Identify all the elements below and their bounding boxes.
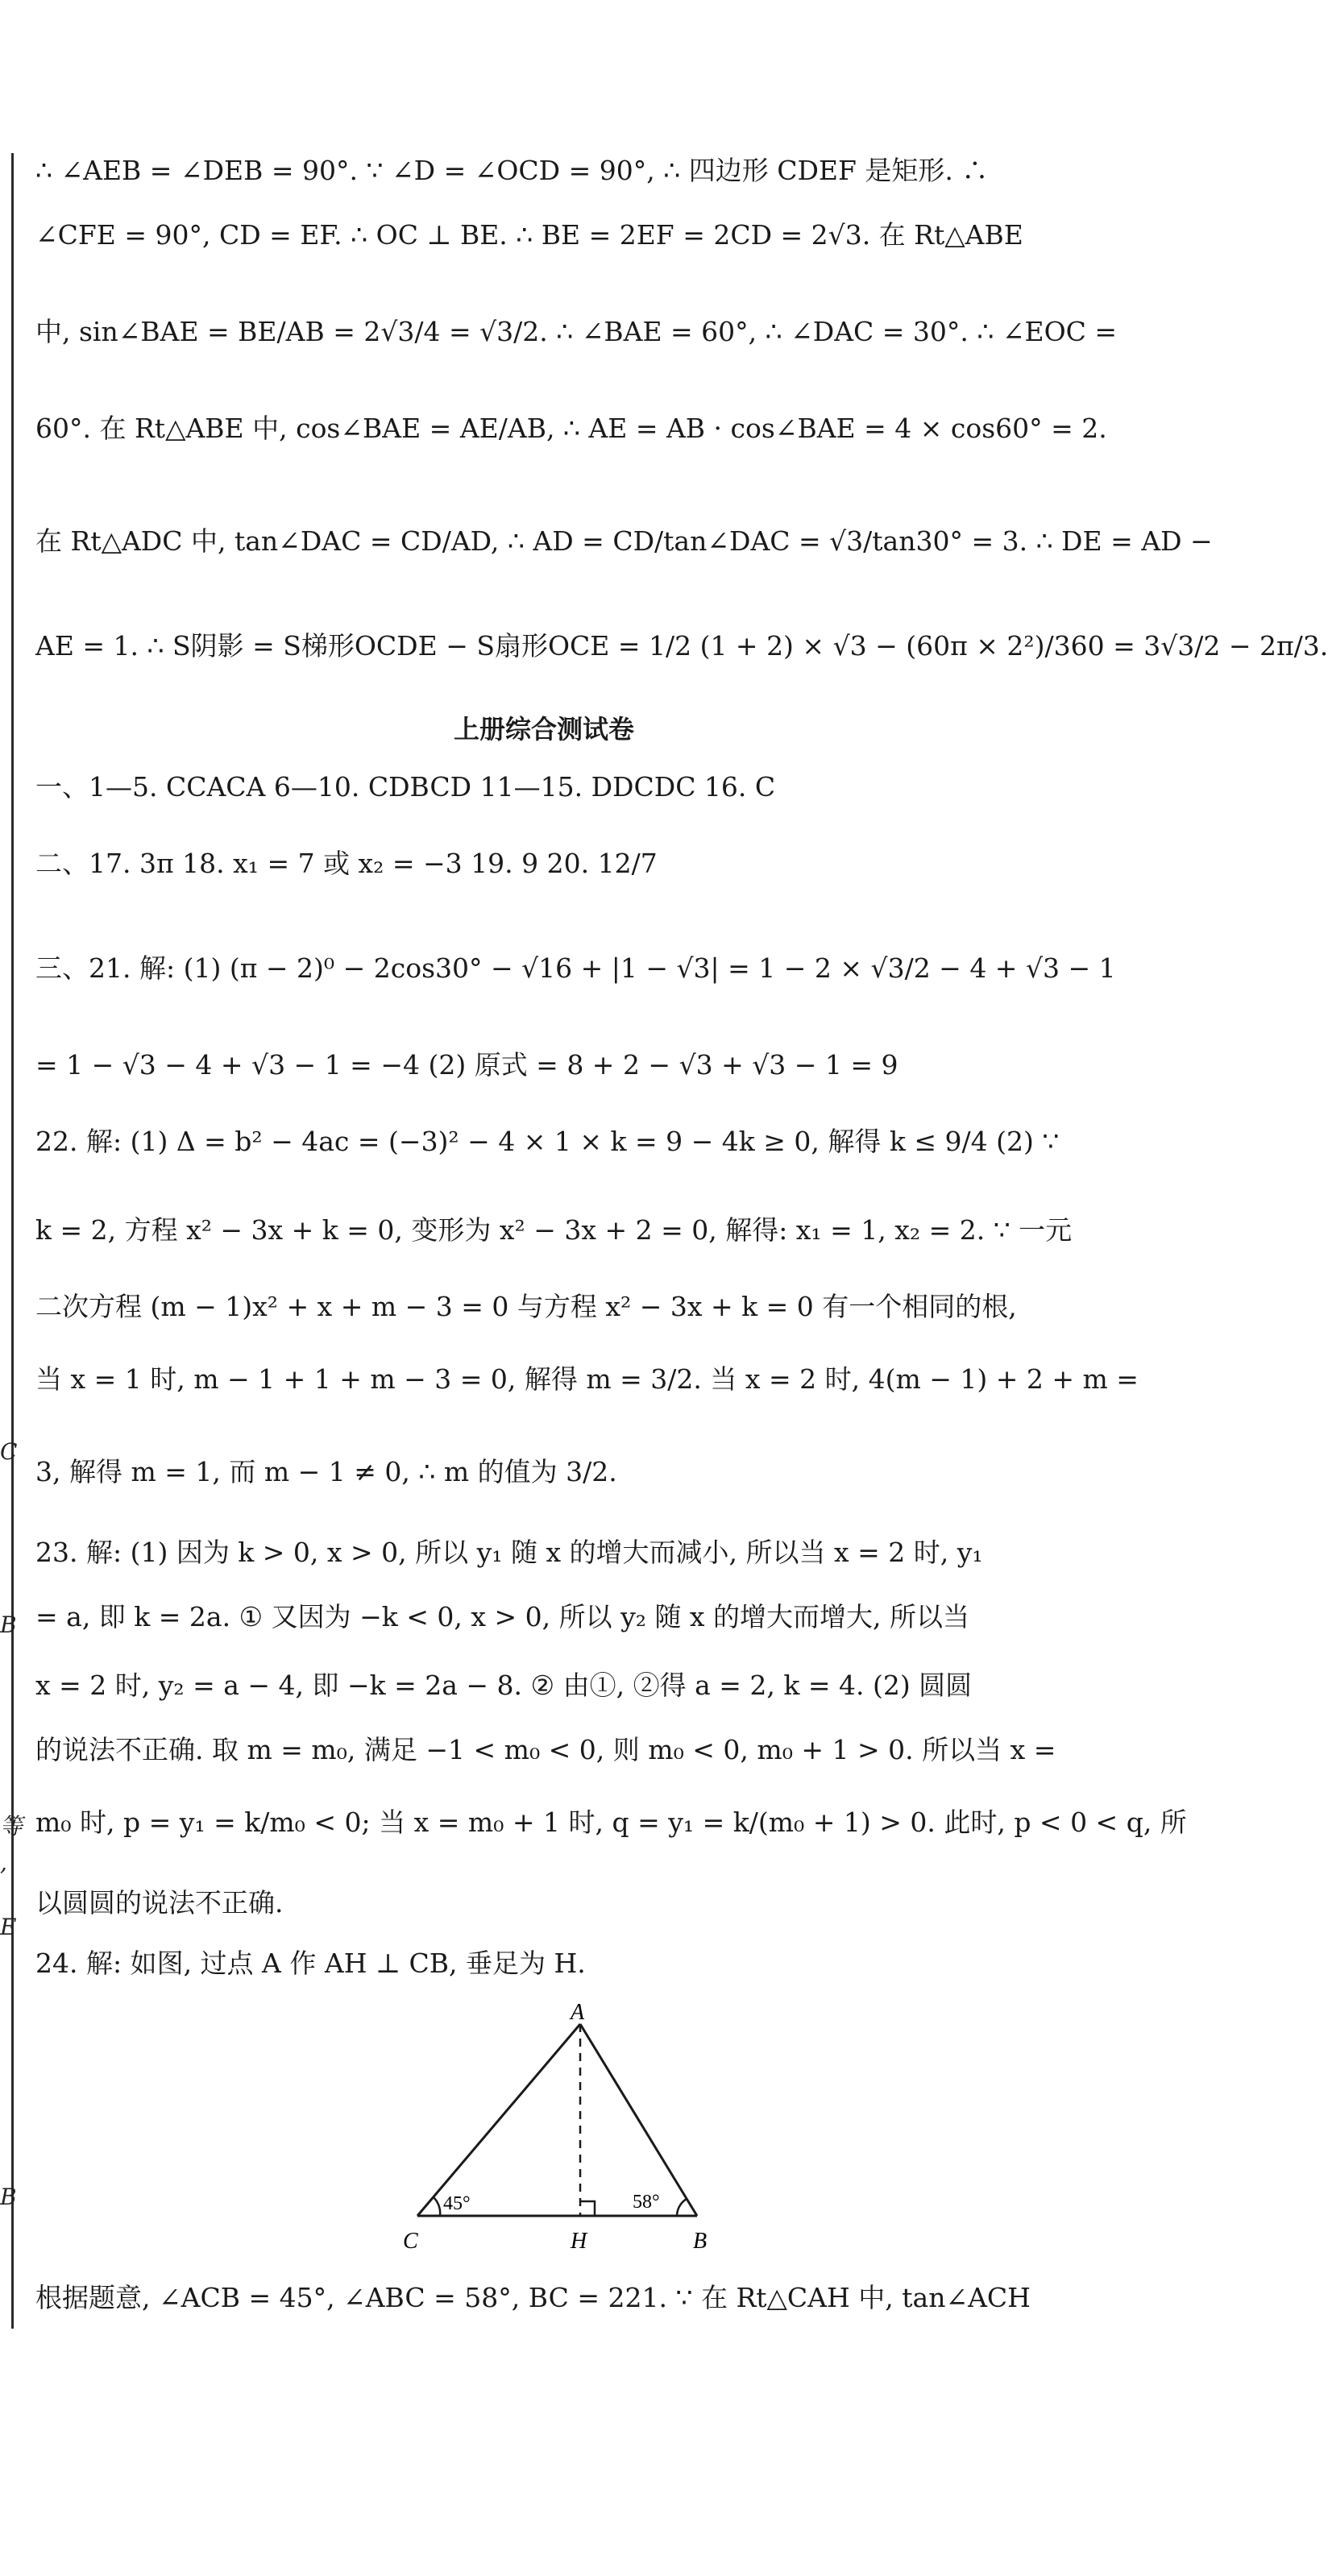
label-b: B: [693, 2229, 708, 2254]
right-angle-mark: [580, 2201, 595, 2216]
angle-label-c: 45°: [443, 2193, 471, 2214]
section-title: 上册综合测试卷: [453, 714, 634, 745]
text-line: 的说法不正确. 取 m = m₀, 满足 −1 < m₀ < 0, 则 m₀ < 0, m₀ + 1 > 0. 所以当 x =: [35, 1734, 1056, 1765]
text-line: 中, sin∠BAE = BE/AB = 2√3/4 = √3/2. ∴ ∠BAE = 60°, ∴ ∠DAC = 30°. ∴ ∠EOC =: [35, 316, 1118, 347]
angle-arc-b: [677, 2199, 687, 2216]
text-line: 24. 解: 如图, 过点 A 作 AH ⊥ CB, 垂足为 H.: [35, 1948, 586, 1979]
text-line: 23. 解: (1) 因为 k > 0, x > 0, 所以 y₁ 随 x 的增大而减小, 所以当 x = 2 时, y₁: [35, 1537, 983, 1568]
triangle-figure: [403, 2000, 725, 2264]
text-line: 三、21. 解: (1) (π − 2)⁰ − 2cos30° − √16 + |1 − √3| = 1 − 2 × √3/2 − 4 + √3 − 1: [35, 952, 1116, 984]
text-line: 二次方程 (m − 1)x² + x + m − 3 = 0 与方程 x² − 3x + k = 0 有一个相同的根,: [35, 1291, 1017, 1322]
text-line: k = 2, 方程 x² − 3x + k = 0, 变形为 x² − 3x + 2 = 0, 解得: x₁ = 1, x₂ = 2. ∵ 一元: [35, 1214, 1073, 1246]
text-line: AE = 1. ∴ S阴影 = S梯形OCDE − S扇形OCE = 1/2 (1 + 2) × √3 − (60π × 2²)/360 = 3√3/2 − 2π/3.: [35, 630, 1328, 662]
text-line: 60°. 在 Rt△ABE 中, cos∠BAE = AE/AB, ∴ AE = AB · cos∠BAE = 4 × cos60° = 2.: [35, 413, 1107, 444]
text-line: 在 Rt△ADC 中, tan∠DAC = CD/AD, ∴ AD = CD/tan∠DAC = √3/tan30° = 3. ∴ DE = AD −: [35, 525, 1213, 557]
text-line: 根据题意, ∠ACB = 45°, ∠ABC = 58°, BC = 221. ∵ 在 Rt△CAH 中, tan∠ACH: [35, 2282, 1031, 2313]
label-h: H: [571, 2229, 587, 2254]
margin-note: 等: [0, 1813, 23, 1840]
text-line: 当 x = 1 时, m − 1 + 1 + m − 3 = 0, 解得 m = 3/2. 当 x = 2 时, 4(m − 1) + 2 + m =: [35, 1363, 1139, 1395]
text-line: = 1 − √3 − 4 + √3 − 1 = −4 (2) 原式 = 8 + 2 − √3 + √3 − 1 = 9: [35, 1049, 898, 1081]
label-c: C: [403, 2229, 418, 2254]
margin-note: ,: [0, 1849, 7, 1876]
text-line: 3, 解得 m = 1, 而 m − 1 ≠ 0, ∴ m 的值为 3/2.: [35, 1456, 617, 1487]
angle-arc-c: [434, 2197, 440, 2216]
text-line: ∠CFE = 90°, CD = EF. ∴ OC ⊥ BE. ∴ BE = 2EF = 2CD = 2√3. 在 Rt△ABE: [35, 219, 1023, 251]
margin-note: B: [0, 2184, 17, 2210]
text-line: = a, 即 k = 2a. ① 又因为 −k < 0, x > 0, 所以 y₂ 随 x 的增大而增大, 所以当: [35, 1601, 970, 1632]
answer-line: 二、17. 3π 18. x₁ = 7 或 x₂ = −3 19. 9 20. 12/7: [35, 848, 658, 879]
margin-note: E: [0, 1914, 17, 1940]
margin-note: B: [0, 1612, 17, 1638]
text-line: ∴ ∠AEB = ∠DEB = 90°. ∵ ∠D = ∠OCD = 90°, ∴ 四边形 CDEF 是矩形. ∴: [35, 155, 989, 186]
text-line: 22. 解: (1) Δ = b² − 4ac = (−3)² − 4 × 1 × k = 9 − 4k ≥ 0, 解得 k ≤ 9/4 (2) ∵: [35, 1126, 1060, 1157]
margin-rule: [11, 153, 14, 2329]
angle-label-b: 58°: [633, 2192, 660, 2213]
label-a: A: [571, 2000, 585, 2025]
text-line: m₀ 时, p = y₁ = k/m₀ < 0; 当 x = m₀ + 1 时, q = y₁ = k/(m₀ + 1) > 0. 此时, p < 0 < q, 所: [35, 1807, 1187, 1838]
margin-note: C: [0, 1438, 18, 1465]
text-line: x = 2 时, y₂ = a − 4, 即 −k = 2a − 8. ② 由①, ②得 a = 2, k = 4. (2) 圆圆: [35, 1670, 973, 1701]
text-line: 以圆圆的说法不正确.: [35, 1887, 284, 1919]
answer-line: 一、1—5. CCACA 6—10. CDBCD 11—15. DDCDC 16. C: [35, 771, 776, 803]
